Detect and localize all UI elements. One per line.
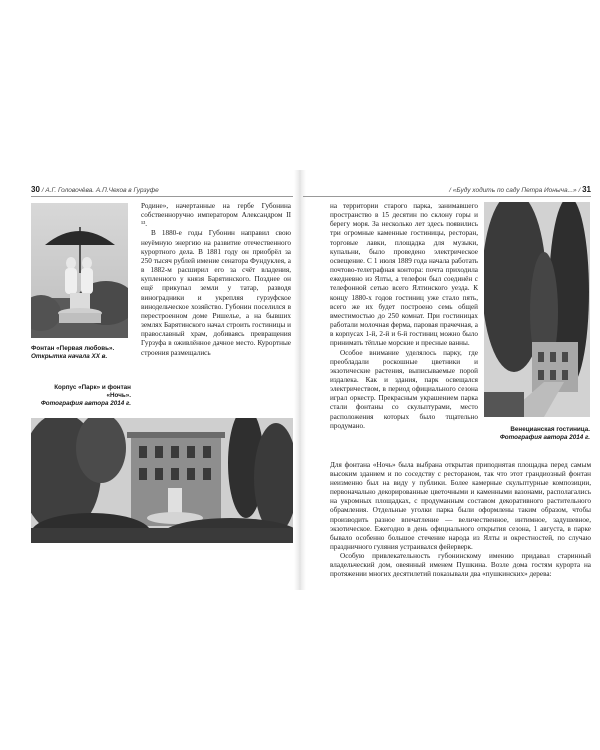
right-wide-paragraph-1: Для фонтана «Ночь» была выбрана открытая приподнятая площадка перед самым высоким зданием и по соседству с рестораном, так что этот грандиозный фонтан неизменно был на виду у публики. Более камерные скульптурные композиции, первоначально декорированные цветочными и каменными вазонами, располагались на укромных площадках, с продуманным составом декоративного растительного обрамления. Отдельные уголки парка были оформлены таким образом, чтобы производить разное впечатление — величественное, интимное, задушевное, экзотическое. Ежегодно в день официального открытия сезона, 1 августа, в парке бывало особенно большое стечение народа из Ялты и окрестностей, по случаю праздничного гуляния устраивался фейерверк.	[330, 461, 591, 551]
left-page	[0, 0, 298, 750]
park-caption-title: Корпус «Парк» и фонтан «Ночь».	[54, 384, 131, 399]
right-text-column	[330, 202, 478, 431]
left-page-number: 30	[31, 185, 40, 194]
venetian-hotel-photo	[484, 202, 590, 417]
park-building-illustration	[31, 418, 293, 543]
right-column-paragraph-2: Особое внимание уделялось парку, где преобладали роскошные цветники и экзотические растения, выписываемые порой издалека. Как и здания, парк освещался электричеством, в период официального сезона играл оркестр. Прекрасным украшением парка стали фонтаны со скульптурами, место расположения которых было тщательно продумано.	[330, 348, 478, 430]
left-paragraph-2: В 1880-е годы Губонин направил свою неуёмную энергию на развитие отечественного курортного дела. В 1881 году он приобрёл за 250 тысяч рублей имение сенатора Фундуклея, а в 1882-м расширил его за счёт владения, купленного у князя Барятинского. Позднее он ещё прикупал земли у татар, разводя виноградники и укрепляя гурзуфское винодельческое хозяйство. Губонин поселился в перестроенном доме Ришелье, а на бывших землях Барятинского начал строить гостиницы и православный храм, добиваясь превращения Гурзуфа в оживлённое дачное место. Курортные строения размещались	[141, 229, 291, 357]
fountain-first-love-photo	[31, 203, 128, 338]
left-text-column	[141, 202, 291, 358]
fountain-illustration	[31, 203, 128, 338]
fountain-caption-title: Фонтан «Первая любовь».	[31, 345, 115, 352]
venetian-hotel-illustration	[484, 202, 590, 417]
left-running-head	[31, 184, 293, 197]
hotel-caption-title: Венецианская гостиница.	[510, 426, 590, 433]
right-page-number: 31	[582, 185, 591, 194]
right-running-head-text: / «Буду ходить по саду Петра Ионыча...» /	[449, 187, 581, 194]
left-running-head-text: / А.Г. Головочёва. А.П.Чехов в Гурзуфе	[41, 187, 159, 194]
left-paragraph-1: Родине», начертанные на гербе Губонина собственноручно императором Александром II ¹³.	[141, 202, 291, 229]
right-wide-text	[330, 461, 591, 579]
fountain-caption-sub: Открытка начала XX в.	[31, 353, 108, 360]
right-page	[302, 0, 600, 750]
fountain-first-love-caption	[31, 345, 141, 361]
park-caption-sub: Фотография автора 2014 г.	[40, 400, 131, 407]
hotel-caption-sub: Фотография автора 2014 г.	[499, 434, 590, 441]
right-running-head	[303, 184, 591, 197]
venetian-hotel-caption	[470, 426, 590, 442]
park-building-photo	[31, 418, 293, 543]
right-column-paragraph-1: на территории старого парка, занимавшего пространство в 15 десятин по склону горы и берегу моря. За несколько лет здесь появились три огромные каменные гостиницы, ресторан, торговые лавки, площадка для музыки, купальни, было проведено электрическое освещение. С 1 июля 1889 года начала работать почтово-телеграфная контора: почта приходила ежедневно из Ялты, а телефон был соединён с телефонной сетью всего Ялтинского уезда. К концу 1880-х годов гостиниц уже стало пять, всего же их будет построено семь общей вместимостью до 250 комнат. При гостиницах работали молочная ферма, паровая прачечная, а в корпусах 1-й, 2-й и 6-й гостиниц можно было принимать тёплые морские и пресные ванны.	[330, 202, 478, 348]
park-caption	[31, 384, 131, 408]
right-wide-paragraph-2: Особую привлекательность губонинскому имению придавал старинный владельческий дом, овеянный именем Пушкина. Возле дома гостям курорта на протяжении многих десятилетий показывали два «пушкинских» дерева:	[330, 551, 591, 579]
